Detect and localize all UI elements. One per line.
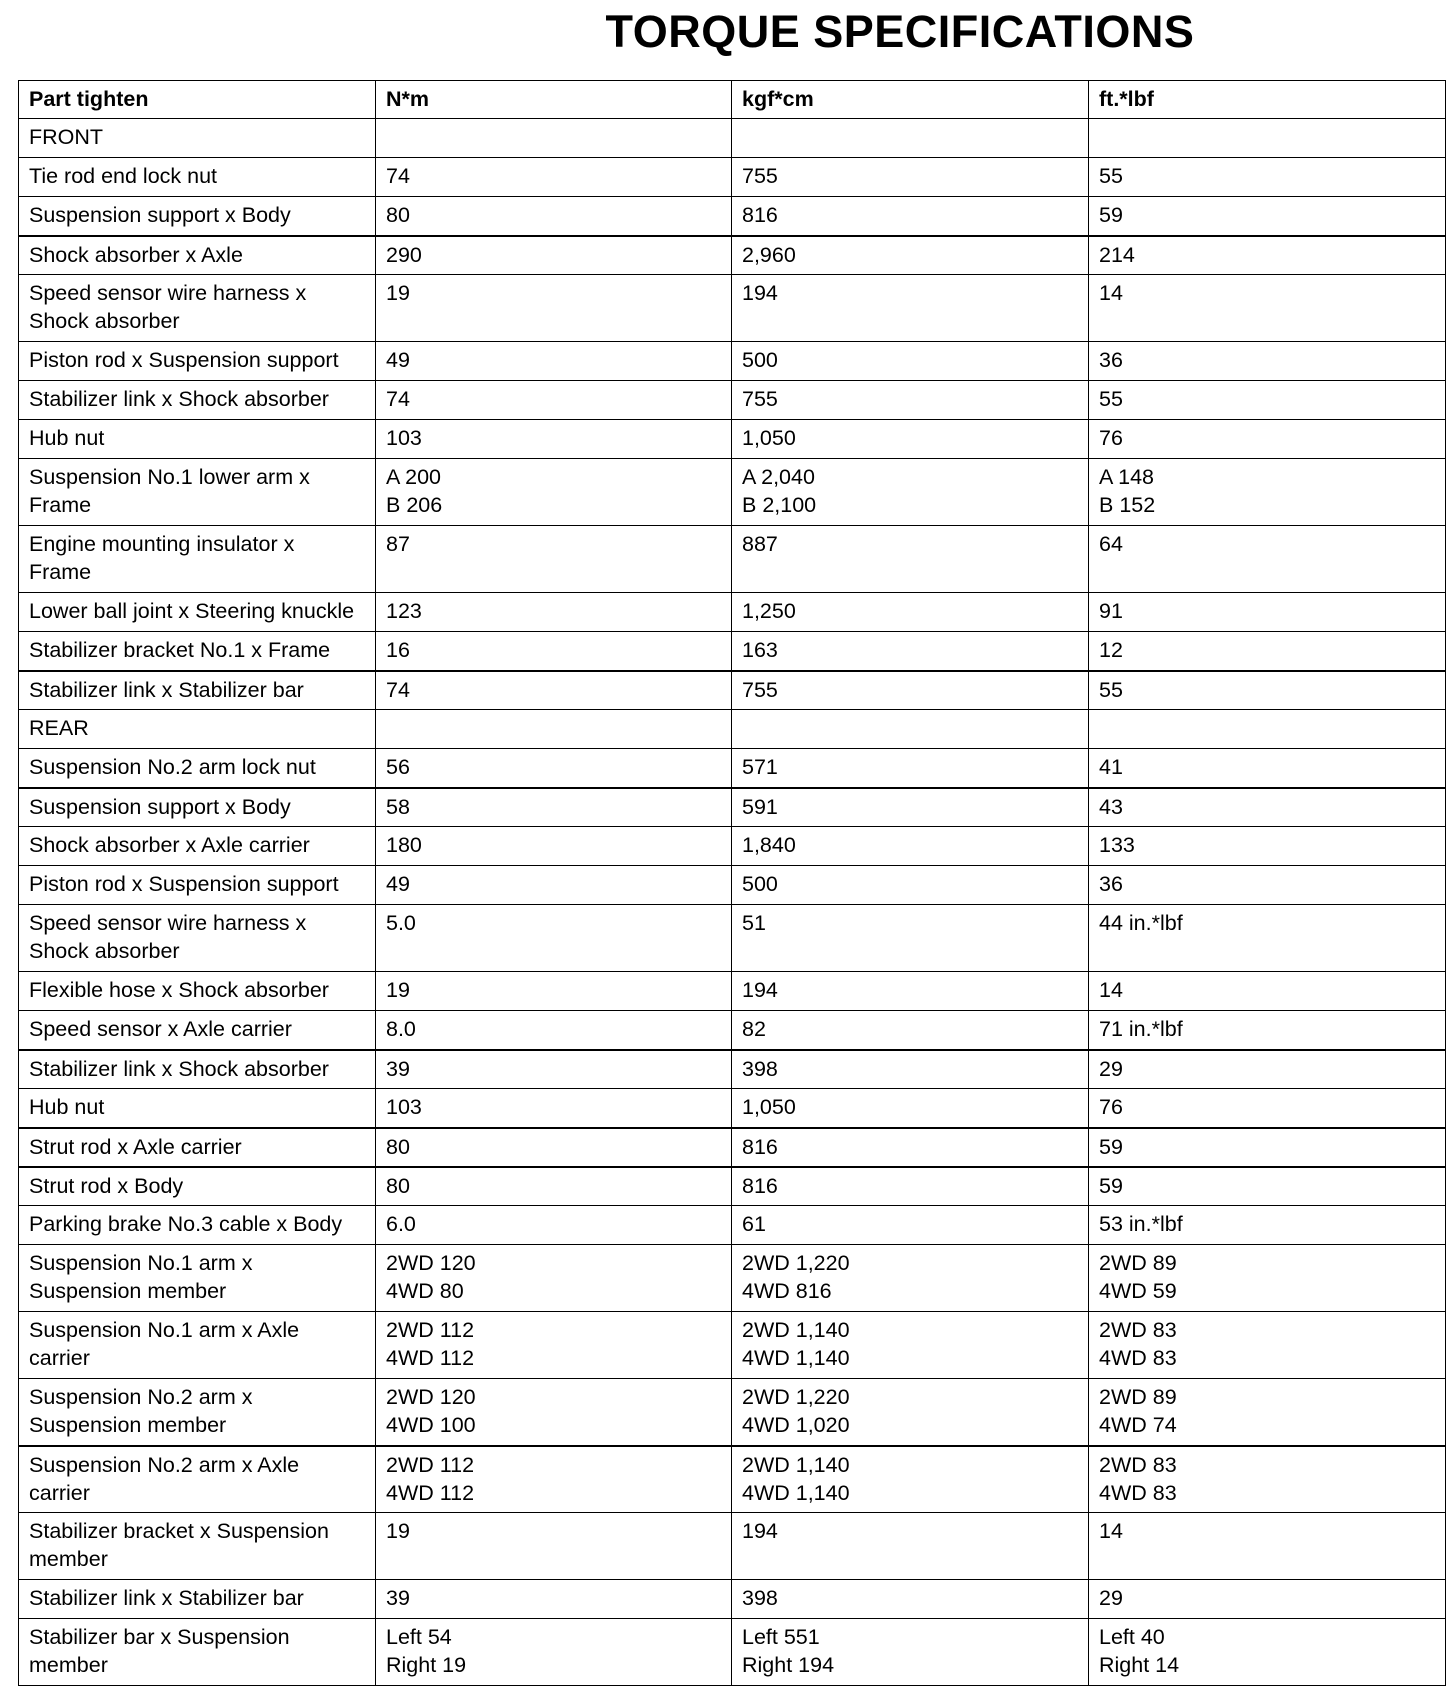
part-cell: Lower ball joint x Steering knuckle bbox=[19, 593, 376, 632]
part-cell: Piston rod x Suspension support bbox=[19, 342, 376, 381]
part-cell: Suspension support x Body bbox=[19, 788, 376, 827]
nm-cell: 19 bbox=[376, 1513, 732, 1580]
table-row bbox=[19, 526, 1446, 593]
kgfcm-cell: 163 bbox=[732, 632, 1089, 671]
column-header-kgfcm: kgf*cm bbox=[732, 81, 1089, 119]
nm-cell bbox=[376, 119, 732, 158]
part-cell: Stabilizer bar x Suspension member bbox=[19, 1619, 376, 1686]
nm-cell: 123 bbox=[376, 593, 732, 632]
kgfcm-cell: 51 bbox=[732, 905, 1089, 972]
nm-cell: 58 bbox=[376, 788, 732, 827]
table-row bbox=[19, 749, 1446, 788]
ftlbf-cell: 29 bbox=[1089, 1050, 1446, 1089]
section-label: FRONT bbox=[19, 119, 376, 158]
kgfcm-cell: 1,250 bbox=[732, 593, 1089, 632]
kgfcm-cell: 82 bbox=[732, 1011, 1089, 1050]
part-cell: Flexible hose x Shock absorber bbox=[19, 972, 376, 1011]
table-header-row bbox=[19, 81, 1446, 119]
ftlbf-cell: 44 in.*lbf bbox=[1089, 905, 1446, 972]
part-cell: Stabilizer link x Shock absorber bbox=[19, 1050, 376, 1089]
part-cell: Suspension No.1 arm x Suspension member bbox=[19, 1245, 376, 1312]
page-title: TORQUE SPECIFICATIONS bbox=[605, 6, 1195, 57]
nm-cell: 80 bbox=[376, 1128, 732, 1167]
nm-cell: 49 bbox=[376, 866, 732, 905]
kgfcm-cell: 500 bbox=[732, 866, 1089, 905]
part-cell: Suspension No.2 arm x Axle carrier bbox=[19, 1446, 376, 1513]
table-row bbox=[19, 1379, 1446, 1446]
nm-cell: 180 bbox=[376, 827, 732, 866]
ftlbf-cell: 55 bbox=[1089, 158, 1446, 197]
part-cell: Suspension No.2 arm lock nut bbox=[19, 749, 376, 788]
table-row bbox=[19, 1050, 1446, 1089]
kgfcm-cell: 1,050 bbox=[732, 1089, 1089, 1128]
ftlbf-cell: 59 bbox=[1089, 1128, 1446, 1167]
table-row bbox=[19, 905, 1446, 972]
kgfcm-cell: 398 bbox=[732, 1580, 1089, 1619]
kgfcm-cell: 1,840 bbox=[732, 827, 1089, 866]
ftlbf-cell: 43 bbox=[1089, 788, 1446, 827]
ftlbf-cell: 59 bbox=[1089, 197, 1446, 236]
kgfcm-cell: 2,960 bbox=[732, 236, 1089, 275]
kgfcm-cell: 1,050 bbox=[732, 420, 1089, 459]
ftlbf-cell: 2WD 83 4WD 83 bbox=[1089, 1312, 1446, 1379]
kgfcm-cell: 2WD 1,220 4WD 816 bbox=[732, 1245, 1089, 1312]
ftlbf-cell: 91 bbox=[1089, 593, 1446, 632]
section-label: REAR bbox=[19, 710, 376, 749]
kgfcm-cell: 500 bbox=[732, 342, 1089, 381]
kgfcm-cell: 571 bbox=[732, 749, 1089, 788]
table-row bbox=[19, 381, 1446, 420]
nm-cell: 80 bbox=[376, 197, 732, 236]
ftlbf-cell: 55 bbox=[1089, 671, 1446, 710]
part-cell: Parking brake No.3 cable x Body bbox=[19, 1206, 376, 1245]
ftlbf-cell: 59 bbox=[1089, 1167, 1446, 1206]
kgfcm-cell: 816 bbox=[732, 197, 1089, 236]
ftlbf-cell: 2WD 83 4WD 83 bbox=[1089, 1446, 1446, 1513]
section-header-row bbox=[19, 710, 1446, 749]
part-cell: Engine mounting insulator x Frame bbox=[19, 526, 376, 593]
nm-cell: 16 bbox=[376, 632, 732, 671]
ftlbf-cell: 2WD 89 4WD 59 bbox=[1089, 1245, 1446, 1312]
nm-cell bbox=[376, 710, 732, 749]
table-row bbox=[19, 236, 1446, 275]
nm-cell: 87 bbox=[376, 526, 732, 593]
nm-cell: 19 bbox=[376, 275, 732, 342]
ftlbf-cell: 71 in.*lbf bbox=[1089, 1011, 1446, 1050]
kgfcm-cell: 194 bbox=[732, 1513, 1089, 1580]
ftlbf-cell: 2WD 89 4WD 74 bbox=[1089, 1379, 1446, 1446]
part-cell: Strut rod x Axle carrier bbox=[19, 1128, 376, 1167]
table-row bbox=[19, 1619, 1446, 1686]
part-cell: Stabilizer link x Shock absorber bbox=[19, 381, 376, 420]
kgfcm-cell: 194 bbox=[732, 972, 1089, 1011]
kgfcm-cell: A 2,040 B 2,100 bbox=[732, 459, 1089, 526]
table-row bbox=[19, 420, 1446, 459]
nm-cell: 2WD 120 4WD 80 bbox=[376, 1245, 732, 1312]
part-cell: Suspension No.1 lower arm x Frame bbox=[19, 459, 376, 526]
table-body bbox=[19, 119, 1446, 1686]
nm-cell: 8.0 bbox=[376, 1011, 732, 1050]
ftlbf-cell: Left 40 Right 14 bbox=[1089, 1619, 1446, 1686]
nm-cell: 56 bbox=[376, 749, 732, 788]
part-cell: Suspension No.2 arm x Suspension member bbox=[19, 1379, 376, 1446]
kgfcm-cell: 816 bbox=[732, 1167, 1089, 1206]
ftlbf-cell: 133 bbox=[1089, 827, 1446, 866]
table-row bbox=[19, 1011, 1446, 1050]
table-row bbox=[19, 788, 1446, 827]
kgfcm-cell: 2WD 1,140 4WD 1,140 bbox=[732, 1312, 1089, 1379]
part-cell: Suspension No.1 arm x Axle carrier bbox=[19, 1312, 376, 1379]
part-cell: Stabilizer link x Stabilizer bar bbox=[19, 671, 376, 710]
ftlbf-cell: 55 bbox=[1089, 381, 1446, 420]
table-row bbox=[19, 1089, 1446, 1128]
table-row bbox=[19, 671, 1446, 710]
table-row bbox=[19, 827, 1446, 866]
part-cell: Speed sensor x Axle carrier bbox=[19, 1011, 376, 1050]
table-row bbox=[19, 197, 1446, 236]
part-cell: Shock absorber x Axle bbox=[19, 236, 376, 275]
part-cell: Speed sensor wire harness x Shock absorber bbox=[19, 275, 376, 342]
table-row bbox=[19, 1128, 1446, 1167]
part-cell: Shock absorber x Axle carrier bbox=[19, 827, 376, 866]
nm-cell: 290 bbox=[376, 236, 732, 275]
nm-cell: 74 bbox=[376, 671, 732, 710]
nm-cell: Left 54 Right 19 bbox=[376, 1619, 732, 1686]
table-row bbox=[19, 1513, 1446, 1580]
table-row bbox=[19, 593, 1446, 632]
table-row bbox=[19, 1580, 1446, 1619]
torque-spec-table bbox=[18, 80, 1446, 1686]
ftlbf-cell: 14 bbox=[1089, 275, 1446, 342]
section-header-row bbox=[19, 119, 1446, 158]
kgfcm-cell: 194 bbox=[732, 275, 1089, 342]
table-row bbox=[19, 1245, 1446, 1312]
nm-cell: 19 bbox=[376, 972, 732, 1011]
column-header-nm: N*m bbox=[376, 81, 732, 119]
kgfcm-cell: 2WD 1,220 4WD 1,020 bbox=[732, 1379, 1089, 1446]
ftlbf-cell: 214 bbox=[1089, 236, 1446, 275]
ftlbf-cell: 29 bbox=[1089, 1580, 1446, 1619]
table-row bbox=[19, 342, 1446, 381]
nm-cell: 103 bbox=[376, 1089, 732, 1128]
column-header-ftlbf: ft.*lbf bbox=[1089, 81, 1446, 119]
kgfcm-cell: Left 551 Right 194 bbox=[732, 1619, 1089, 1686]
kgfcm-cell: 816 bbox=[732, 1128, 1089, 1167]
nm-cell: 5.0 bbox=[376, 905, 732, 972]
part-cell: Suspension support x Body bbox=[19, 197, 376, 236]
kgfcm-cell bbox=[732, 119, 1089, 158]
ftlbf-cell: 14 bbox=[1089, 972, 1446, 1011]
nm-cell: 74 bbox=[376, 158, 732, 197]
ftlbf-cell: 41 bbox=[1089, 749, 1446, 788]
nm-cell: 6.0 bbox=[376, 1206, 732, 1245]
nm-cell: 2WD 112 4WD 112 bbox=[376, 1446, 732, 1513]
part-cell: Hub nut bbox=[19, 420, 376, 459]
table-row bbox=[19, 866, 1446, 905]
ftlbf-cell: 12 bbox=[1089, 632, 1446, 671]
ftlbf-cell: 36 bbox=[1089, 342, 1446, 381]
table-row bbox=[19, 275, 1446, 342]
table-row bbox=[19, 1167, 1446, 1206]
nm-cell: 103 bbox=[376, 420, 732, 459]
nm-cell: 39 bbox=[376, 1580, 732, 1619]
table-row bbox=[19, 459, 1446, 526]
nm-cell: 49 bbox=[376, 342, 732, 381]
ftlbf-cell: 76 bbox=[1089, 420, 1446, 459]
part-cell: Stabilizer bracket No.1 x Frame bbox=[19, 632, 376, 671]
part-cell: Speed sensor wire harness x Shock absorber bbox=[19, 905, 376, 972]
nm-cell: A 200 B 206 bbox=[376, 459, 732, 526]
table-row bbox=[19, 1312, 1446, 1379]
table-row bbox=[19, 1206, 1446, 1245]
ftlbf-cell bbox=[1089, 710, 1446, 749]
ftlbf-cell: 14 bbox=[1089, 1513, 1446, 1580]
part-cell: Tie rod end lock nut bbox=[19, 158, 376, 197]
ftlbf-cell: 36 bbox=[1089, 866, 1446, 905]
part-cell: Stabilizer link x Stabilizer bar bbox=[19, 1580, 376, 1619]
kgfcm-cell: 755 bbox=[732, 381, 1089, 420]
ftlbf-cell bbox=[1089, 119, 1446, 158]
column-header-part: Part tighten bbox=[19, 81, 376, 119]
part-cell: Piston rod x Suspension support bbox=[19, 866, 376, 905]
part-cell: Strut rod x Body bbox=[19, 1167, 376, 1206]
part-cell: Stabilizer bracket x Suspension member bbox=[19, 1513, 376, 1580]
ftlbf-cell: 53 in.*lbf bbox=[1089, 1206, 1446, 1245]
kgfcm-cell: 61 bbox=[732, 1206, 1089, 1245]
nm-cell: 74 bbox=[376, 381, 732, 420]
kgfcm-cell: 755 bbox=[732, 671, 1089, 710]
kgfcm-cell: 755 bbox=[732, 158, 1089, 197]
kgfcm-cell: 591 bbox=[732, 788, 1089, 827]
nm-cell: 2WD 112 4WD 112 bbox=[376, 1312, 732, 1379]
table-row bbox=[19, 1446, 1446, 1513]
table-row bbox=[19, 632, 1446, 671]
table-row bbox=[19, 972, 1446, 1011]
nm-cell: 39 bbox=[376, 1050, 732, 1089]
ftlbf-cell: 76 bbox=[1089, 1089, 1446, 1128]
kgfcm-cell: 887 bbox=[732, 526, 1089, 593]
nm-cell: 80 bbox=[376, 1167, 732, 1206]
kgfcm-cell: 2WD 1,140 4WD 1,140 bbox=[732, 1446, 1089, 1513]
kgfcm-cell bbox=[732, 710, 1089, 749]
nm-cell: 2WD 120 4WD 100 bbox=[376, 1379, 732, 1446]
ftlbf-cell: A 148 B 152 bbox=[1089, 459, 1446, 526]
table-row bbox=[19, 158, 1446, 197]
part-cell: Hub nut bbox=[19, 1089, 376, 1128]
ftlbf-cell: 64 bbox=[1089, 526, 1446, 593]
kgfcm-cell: 398 bbox=[732, 1050, 1089, 1089]
